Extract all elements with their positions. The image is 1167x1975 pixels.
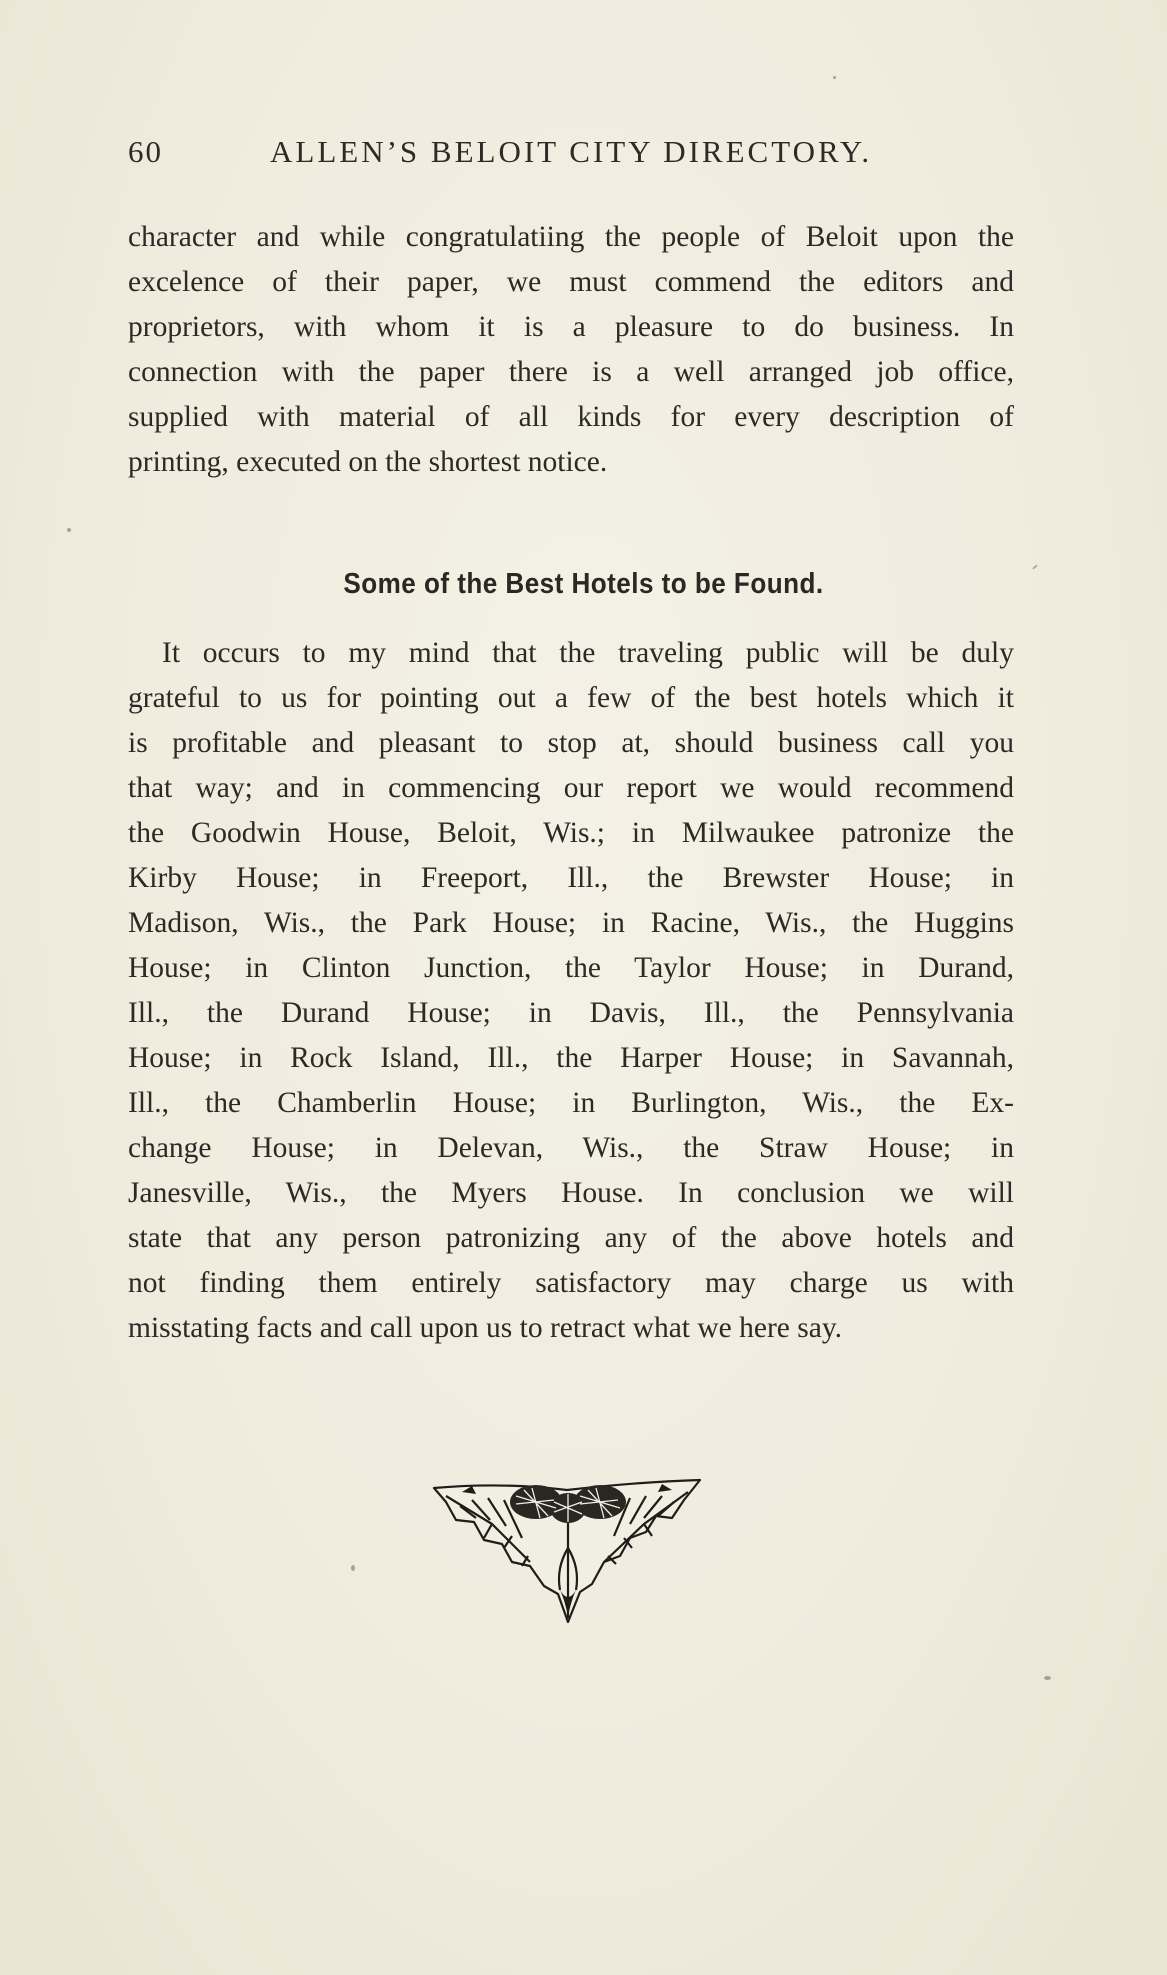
text-line: misstating facts and call upon us to retract what we here say. xyxy=(128,1312,843,1344)
text-line: House; in Rock Island, Ill., the Harper House; in Savannah, xyxy=(128,1042,1014,1074)
text-line: is profitable and pleasant to stop at, should business call you xyxy=(128,727,1014,759)
text-line: Janesville, Wis., the Myers House. In conclusion we will xyxy=(128,1177,1014,1209)
text-line: change House; in Delevan, Wis., the Straw House; in xyxy=(128,1132,1014,1164)
paper-speck xyxy=(67,528,71,532)
paper-speck xyxy=(833,76,836,79)
text-line: connection with the paper there is a well arranged job office, xyxy=(128,356,1014,388)
paper-speck xyxy=(351,1565,355,1571)
text-line: House; in Clinton Junction, the Taylor House; in Durand, xyxy=(128,952,1014,984)
text-line: Ill., the Chamberlin House; in Burlington, Wis., the Ex- xyxy=(128,1087,1014,1119)
text-line: printing, executed on the shortest notice. xyxy=(128,446,608,478)
text-line: not finding them entirely satisfactory may charge us with xyxy=(128,1267,1014,1299)
text-line: excelence of their paper, we must commend the editors and xyxy=(128,266,1014,298)
paper-speck xyxy=(1044,1676,1051,1680)
text-line: proprietors, with whom it is a pleasure to do business. In xyxy=(128,311,1014,343)
directory-title: ALLEN’S BELOIT CITY DIRECTORY. xyxy=(270,134,873,169)
text-line: grateful to us for pointing out a few of the best hotels which it xyxy=(128,682,1014,714)
text-line: Kirby House; in Freeport, Ill., the Brewster House; in xyxy=(128,862,1014,894)
text-line: Madison, Wis., the Park House; in Racine, Wis., the Huggins xyxy=(128,907,1014,939)
text-line: supplied with material of all kinds for every description of xyxy=(128,401,1014,433)
paragraph-newspaper xyxy=(128,215,1014,485)
text-line: the Goodwin House, Beloit, Wis.; in Milwaukee patronize the xyxy=(128,817,1014,849)
thistle-leaf-ornament-icon xyxy=(432,1478,702,1624)
page-number: 60 xyxy=(128,134,163,169)
text-line: state that any person patronizing any of the above hotels and xyxy=(128,1222,1014,1254)
paragraph-hotels xyxy=(128,631,1014,1351)
text-line: character and while congratulatiing the people of Beloit upon the xyxy=(128,221,1014,253)
text-line: It occurs to my mind that the traveling public will be duly xyxy=(162,637,1014,669)
text-line: Ill., the Durand House; in Davis, Ill., the Pennsylvania xyxy=(128,997,1014,1029)
text-line: that way; and in commencing our report we would recommend xyxy=(128,772,1014,804)
running-head xyxy=(128,134,888,174)
section-heading: Some of the Best Hotels to be Found. xyxy=(343,568,824,600)
